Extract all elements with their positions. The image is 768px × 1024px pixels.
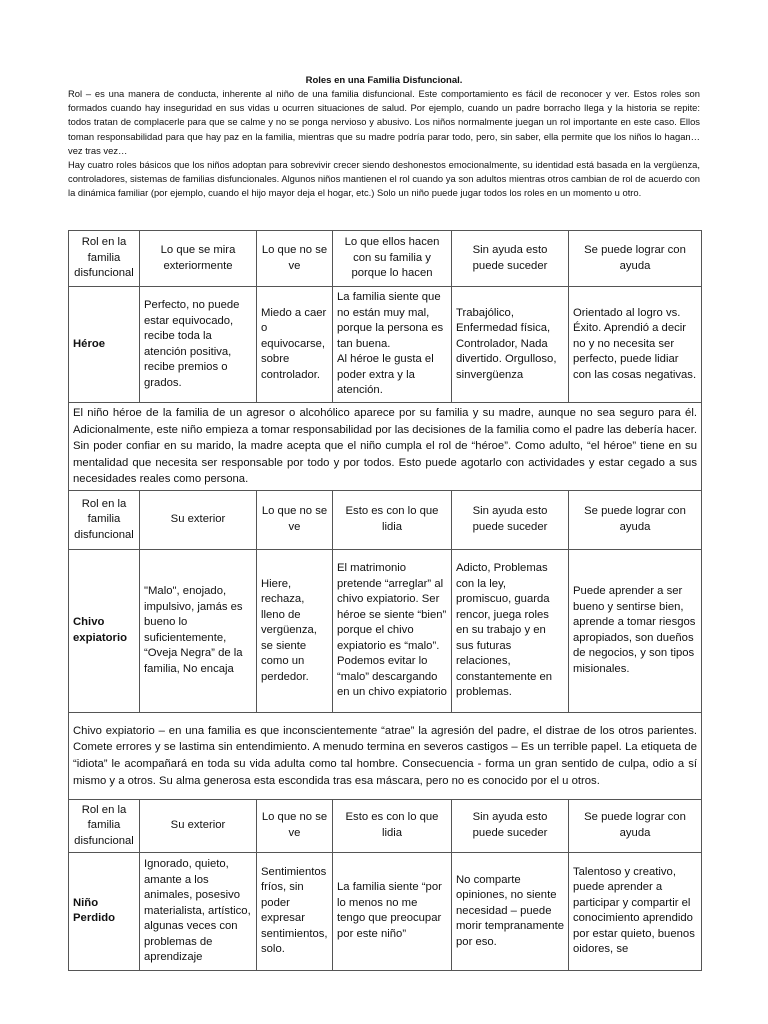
table-cell: "Malo", enojado, impulsivo, jamás es bueno lo suficientemente, “Oveja Negra” de la familia, No encaja	[140, 549, 257, 712]
table-cell: Hiere, rechaza, lleno de vergüenza, se siente como un perdedor.	[257, 549, 333, 712]
header-cell: Rol en la familia disfuncional	[69, 231, 140, 287]
table-cell: Talentoso y creativo, puede aprender a participar y compartir el conocimiento aprendido por estar quieto, buenos oidores, se	[569, 852, 702, 970]
header-cell: Su exterior	[140, 799, 257, 852]
table-cell: Sentimientos fríos, sin poder expresar sentimientos, solo.	[257, 852, 333, 970]
header-cell: Esto es con lo que lidia	[333, 490, 452, 549]
header-cell: Lo que se mira exteriormente	[140, 231, 257, 287]
table-cell: Miedo a caer o equivocarse, sobre controlador.	[257, 287, 333, 403]
header-cell: Lo que ellos hacen con su familia y porque lo hacen	[333, 231, 452, 287]
table-cell: Perfecto, no puede estar equivocado, recibe toda la atención positiva, recibe premios o grados.	[140, 287, 257, 403]
header-cell: Se puede lograr con ayuda	[569, 490, 702, 549]
cell-paragraph: Al héroe le gusta el poder extra y la atención.	[337, 353, 434, 397]
intro-paragraph: Hay cuatro roles básicos que los niños adoptan para sobrevivir crecer siendo deshonestos emocionalmente, su identidad está basada en la vergüenza, controladores, sistemas de familias disfuncionales. Algunos niños mantienen el rol cuando ya son adultos mientras otros cambian de rol de acuerdo con la dinámica familiar (por ejemplo, cuando el hijo mayor deja el hogar, etc.) Solo un niño puede jugar todos los roles en un momento u otro.	[68, 159, 700, 199]
table-header-row	[69, 490, 702, 549]
table-cell: Trabajólico, Enfermedad física, Controlador, Nada divertido. Orgulloso, sinvergüenza	[452, 287, 569, 403]
role-name: Niño Perdido	[69, 852, 140, 970]
table-header-row	[69, 231, 702, 287]
table-cell: Ignorado, quieto, amante a los animales, posesivo materialista, artístico, algunas veces con problemas de aprendizaje	[140, 852, 257, 970]
table-row	[69, 287, 702, 403]
table-row	[69, 852, 702, 970]
header-cell: Rol en la familia disfuncional	[69, 799, 140, 852]
table-cell: La familia siente “por lo menos no me tengo que preocupar por este niño”	[333, 852, 452, 970]
table-row	[69, 403, 702, 491]
table-cell: Orientado al logro vs. Éxito. Aprendió a decir no y no necesita ser perfecto, puede lidiar con las cosas negativas.	[569, 287, 702, 403]
header-cell: Esto es con lo que lidia	[333, 799, 452, 852]
cell-paragraph: La familia siente que no están muy mal, porque la persona es tan buena.	[337, 291, 444, 350]
header-cell: Sin ayuda esto puede suceder	[452, 231, 569, 287]
table-cell: El matrimonio pretende “arreglar” al chivo expiatorio. Ser héroe se siente “bien” porque el chivo expiatorio es “malo”. Podemos evitar lo “malo” descargando en un chivo expiatorio	[333, 549, 452, 712]
role-note: El niño héroe de la familia de un agresor o alcohólico aparece por su familia y su madre, aunque no sea seguro para él. Adicionalmente, este niño empieza a tomar responsabilidad por las decisiones de la familia como el padre las debería hacer. Sin poder confiar en su marido, la madre acepta que el niño cumpla el rol de “héroe”. Como adulto, “el héroe” tiene en su mentalidad que necesita ser responsable por todo y por todos. Esto puede agotarlo con actividades y estar cegado a sus necesidades reales como persona.	[69, 403, 702, 491]
header-cell: Lo que no se ve	[257, 799, 333, 852]
role-name: Héroe	[69, 287, 140, 403]
header-cell: Rol en la familia disfuncional	[69, 490, 140, 549]
header-cell: Lo que no se ve	[257, 231, 333, 287]
header-cell: Sin ayuda esto puede suceder	[452, 490, 569, 549]
table-cell: No comparte opiniones, no siente necesidad – puede morir tempranamente por eso.	[452, 852, 569, 970]
header-cell: Sin ayuda esto puede suceder	[452, 799, 569, 852]
document-title: Roles en una Familia Disfuncional.	[305, 75, 463, 86]
table-cell	[333, 287, 452, 403]
header-cell: Se puede lograr con ayuda	[569, 231, 702, 287]
header-cell: Su exterior	[140, 490, 257, 549]
role-note: Chivo expiatorio – en una familia es que inconscientemente “atrae” la agresión del padre, el distrae de los otros parientes. Comete errores y se lastima sin entendimiento. A menudo termina en severos castigos – Es un terrible papel. La etiqueta de “idiota” le acompañará en toda su vida adulta como tal hombre. Consecuencia - forma un gran sentido de culpa, odio a sí mismo y a otros. Su alma generosa esta escondida tras esa máscara, pero no es conocido por el u otros.	[69, 712, 702, 799]
roles-table	[68, 230, 702, 971]
header-cell: Lo que no se ve	[257, 490, 333, 549]
table-cell: Puede aprender a ser bueno y sentirse bien, aprende a tomar riesgos apropiados, son dueños de negocios, y son tipos misionales.	[569, 549, 702, 712]
table-header-row	[69, 799, 702, 852]
table-row	[69, 549, 702, 712]
role-name: Chivo expiatorio	[69, 549, 140, 712]
table-cell: Adicto, Problemas con la ley, promiscuo, guarda rencor, juega roles en su trabajo y en sus futuras relaciones, constantemente en problemas.	[452, 549, 569, 712]
intro-paragraph: Rol – es una manera de conducta, inherente al niño de una familia disfuncional. Este comportamiento es fácil de reconocer y ver. Estos roles son formados cuando hay inseguridad en sus vidas u ocurren situaciones de salud. Por ejemplo, cuando un padre borracho llega y la historia se repite: todos tratan de complacerle para que se calme y no se ponga nervioso y abusivo. Los niños normalmente juegan un rol importante en este caso. Ellos toman responsabilidad para que hay paz en la familia, mientras que su madre podría parar todo, pero, sin saber, ella permite que los niños lo hagan…vez tras vez…	[68, 88, 700, 156]
intro-text	[68, 87, 700, 201]
table-row	[69, 712, 702, 799]
header-cell: Se puede lograr con ayuda	[569, 799, 702, 852]
